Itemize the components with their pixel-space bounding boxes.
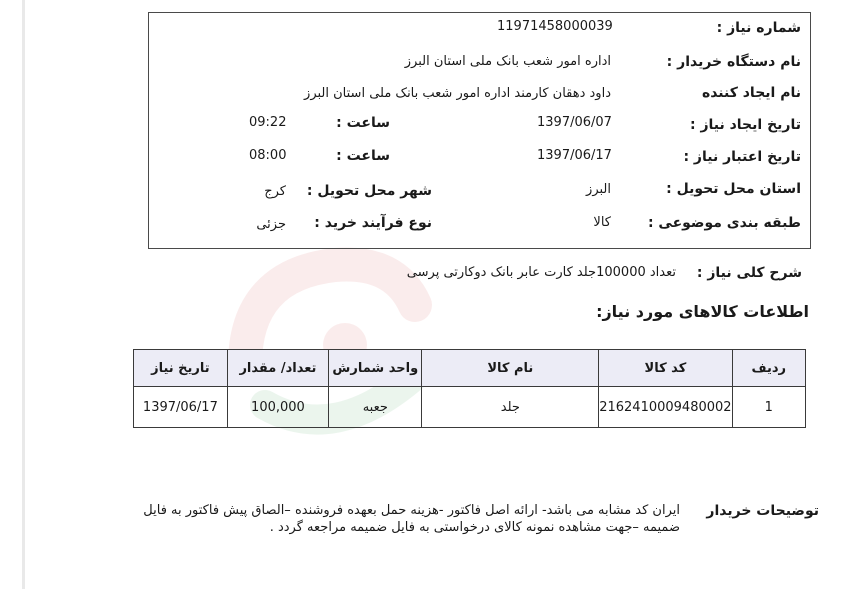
delivery-province-label: استان محل تحویل :: [666, 181, 801, 197]
page-left-border: [22, 0, 25, 589]
cell-row-number: 1: [732, 387, 805, 428]
valid-date-value: 1397/06/17: [537, 148, 612, 163]
cell-need-date: 1397/06/17: [134, 387, 228, 428]
summary-value: تعداد 100000جلد کارت عابر بانک دوکارتی پرسی: [406, 265, 676, 280]
goods-section-title: اطلاعات کالاهای مورد نیاز:: [596, 302, 809, 321]
valid-date-label: تاریخ اعتبار نیاز :: [683, 149, 801, 165]
need-number-value: 11971458000039: [497, 19, 613, 34]
cell-goods-name: جلد: [422, 387, 599, 428]
valid-time-value: 08:00: [249, 148, 287, 163]
delivery-city-label: شهر محل تحویل :: [306, 183, 432, 199]
summary-label: شرح کلی نیاز :: [696, 265, 802, 281]
category-label: طبقه بندی موضوعی :: [647, 215, 801, 231]
cell-unit: جعبه: [329, 387, 422, 428]
buyer-notes-label: توضیحات خریدار: [706, 503, 819, 519]
need-number-label: شماره نیاز :: [716, 20, 801, 36]
creator-label: نام ایجاد کننده: [701, 85, 801, 101]
goods-table: [133, 349, 806, 428]
delivery-city-value: کرج: [264, 184, 286, 199]
delivery-province-value: البرز: [586, 182, 611, 197]
col-goods-name: نام کالا: [422, 350, 599, 387]
goods-table-header: [134, 350, 806, 387]
col-unit: واحد شمارش: [329, 350, 422, 387]
buyer-org-label: نام دستگاه خریدار :: [666, 54, 801, 70]
col-need-date: تاریخ نیاز: [134, 350, 228, 387]
created-date-value: 1397/06/07: [537, 115, 612, 130]
category-value: کالا: [593, 215, 611, 230]
created-time-value: 09:22: [249, 115, 287, 130]
process-type-label: نوع فرآیند خرید :: [314, 215, 432, 231]
col-quantity: تعداد/ مقدار: [227, 350, 328, 387]
creator-value: داود دهقان کارمند اداره امور شعب بانک ملی استان البرز: [304, 86, 611, 101]
created-time-label: ساعت :: [336, 115, 390, 131]
table-row: [134, 387, 806, 428]
col-row-number: ردیف: [732, 350, 805, 387]
col-goods-code: کد کالا: [599, 350, 732, 387]
cell-quantity: 100,000: [227, 387, 328, 428]
process-type-value: جزئی: [256, 217, 286, 232]
valid-time-label: ساعت :: [336, 148, 390, 164]
created-date-label: تاریخ ایجاد نیاز :: [689, 117, 801, 133]
cell-goods-code: 2162410009480002: [599, 387, 732, 428]
buyer-notes-text: ایران کد مشابه می باشد- ارائه اصل فاکتور -هزینه حمل بعهده فروشنده –الصاق پیش فاکتور به فایل ضمیمه –جهت مشاهده نمونه کالای درخواستی به فایل ضمیمه مراجعه گردد .: [143, 503, 680, 535]
buyer-org-value: اداره امور شعب بانک ملی استان البرز: [404, 54, 611, 69]
